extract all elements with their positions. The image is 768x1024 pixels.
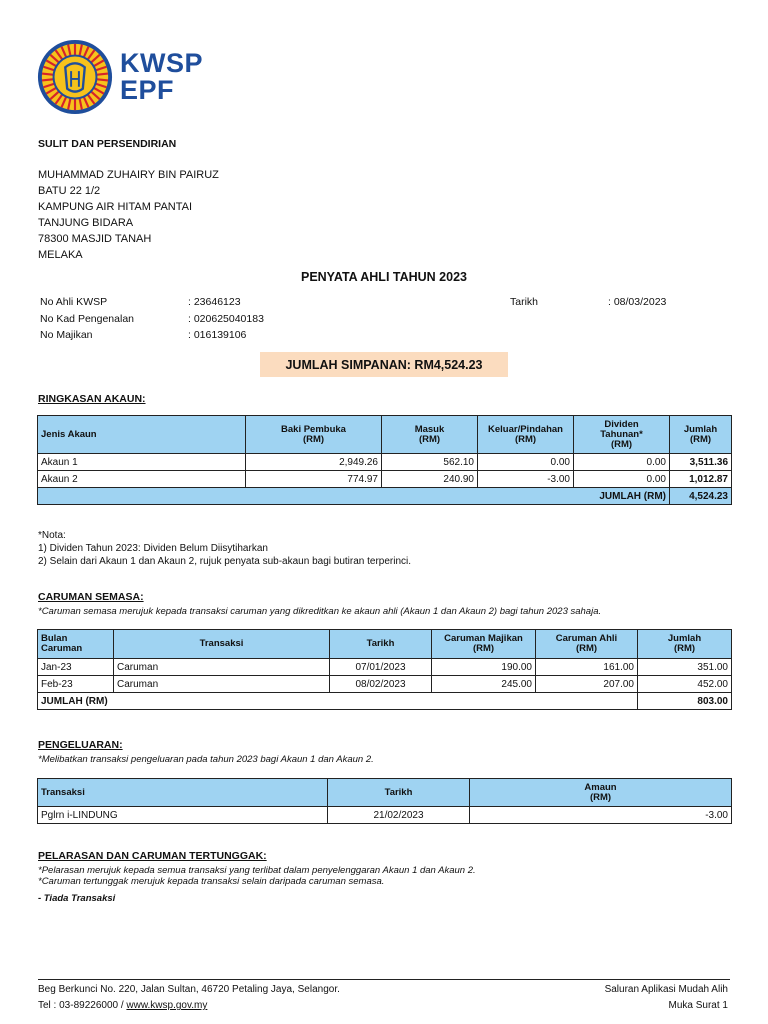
contributions-heading: CARUMAN SEMASA:	[38, 591, 144, 603]
col-total: Jumlah (RM)	[670, 416, 732, 454]
total-label: JUMLAH (RM)	[38, 488, 670, 505]
table-header-row	[38, 779, 732, 807]
total-label: JUMLAH (RM)	[38, 693, 638, 710]
statement-title: PENYATA AHLI TAHUN 2023	[300, 270, 467, 284]
cell: 562.10	[382, 454, 478, 471]
col-transaction: Transaksi	[38, 779, 328, 807]
cell: Pglrn i-LINDUNG	[38, 807, 328, 824]
confidential-label: SULIT DAN PERSENDIRIAN	[38, 138, 177, 150]
note-line: *Nota:	[38, 530, 66, 541]
ic-label: No Kad Pengenalan	[40, 313, 134, 325]
col-member: Caruman Ahli (RM)	[536, 630, 638, 659]
table-total-row	[38, 693, 732, 710]
total-value: 803.00	[638, 693, 732, 710]
table-row	[38, 807, 732, 824]
address-line: MELAKA	[38, 249, 83, 261]
col-transaction: Transaksi	[114, 630, 330, 659]
col-out: Keluar/Pindahan (RM)	[478, 416, 574, 454]
cell: 08/02/2023	[330, 676, 432, 693]
col-account: Jenis Akaun	[38, 416, 246, 454]
cell: Akaun 1	[38, 454, 246, 471]
total-value: 4,524.23	[670, 488, 732, 505]
cell: 0.00	[574, 471, 670, 488]
cell: 1,012.87	[670, 471, 732, 488]
cell: Feb-23	[38, 676, 114, 693]
cell: -3.00	[478, 471, 574, 488]
contributions-table	[37, 629, 732, 710]
cell: 161.00	[536, 659, 638, 676]
arrears-note-2: *Caruman tertunggak merujuk kepada transaksi selain daripada caruman semasa.	[38, 876, 385, 887]
cell: Jan-23	[38, 659, 114, 676]
summary-heading: RINGKASAN AKAUN:	[38, 393, 146, 405]
cell: 245.00	[432, 676, 536, 693]
withdrawals-heading: PENGELUARAN:	[38, 739, 123, 751]
table-row	[38, 676, 732, 693]
table-header-row	[38, 416, 732, 454]
cell: 07/01/2023	[330, 659, 432, 676]
address-line: KAMPUNG AIR HITAM PANTAI	[38, 201, 193, 213]
col-dividend: Dividen Tahunan* (RM)	[574, 416, 670, 454]
col-total: Jumlah (RM)	[638, 630, 732, 659]
member-no-label: No Ahli KWSP	[40, 296, 108, 308]
cell: 774.97	[246, 471, 382, 488]
cell: 0.00	[478, 454, 574, 471]
account-summary-table	[37, 415, 732, 505]
cell: 21/02/2023	[328, 807, 470, 824]
footer-divider	[38, 979, 730, 980]
cell: Caruman	[114, 659, 330, 676]
col-date: Tarikh	[328, 779, 470, 807]
no-transactions: - Tiada Transaksi	[38, 893, 116, 904]
notes	[38, 529, 411, 568]
table-total-row	[38, 488, 732, 505]
col-date: Tarikh	[330, 630, 432, 659]
withdrawals-table	[37, 778, 732, 824]
website-link[interactable]: www.kwsp.gov.my	[126, 1000, 208, 1011]
cell: 2,949.26	[246, 454, 382, 471]
col-in: Masuk (RM)	[382, 416, 478, 454]
table-header-row	[38, 630, 732, 659]
arrears-note-1: *Pelarasan merujuk kepada semua transaksi yang terlibat dalam penyelenggaran Akaun 1 dan Akaun 2.	[38, 865, 476, 876]
note-line: 2) Selain dari Akaun 1 dan Akaun 2, rujuk penyata sub-akaun bagi butiran terperinci.	[38, 556, 412, 567]
footer-address: Beg Berkunci No. 220, Jalan Sultan, 46720 Petaling Jaya, Selangor.	[38, 984, 340, 995]
col-amount: Amaun (RM)	[470, 779, 732, 807]
arrears-heading: PELARASAN DAN CARUMAN TERTUNGGAK:	[38, 850, 267, 862]
employer-label: No Majikan	[40, 329, 93, 341]
cell: 0.00	[574, 454, 670, 471]
cell: Caruman	[114, 676, 330, 693]
cell: -3.00	[470, 807, 732, 824]
member-no-value: : 23646123	[188, 296, 241, 308]
cell: 207.00	[536, 676, 638, 693]
kwsp-emblem-icon	[36, 38, 114, 116]
table-row	[38, 659, 732, 676]
footer-contact	[38, 998, 207, 1014]
table-row	[38, 471, 732, 488]
table-row	[38, 454, 732, 471]
contributions-note: *Caruman semasa merujuk kepada transaksi caruman yang dikreditkan ke akaun ahli (Akaun 1 dan Akaun 2) bagi tahun 2023 sahaja.	[38, 606, 602, 617]
address-line: BATU 22 1/2	[38, 185, 101, 197]
cell: 3,511.36	[670, 454, 732, 471]
address-line: TANJUNG BIDARA	[38, 217, 134, 229]
withdrawals-note: *Melibatkan transaksi pengeluaran pada tahun 2023 bagi Akaun 1 dan Akaun 2.	[38, 754, 374, 765]
col-employer: Caruman Majikan (RM)	[432, 630, 536, 659]
member-address	[38, 167, 219, 263]
address-line: MUHAMMAD ZUHAIRY BIN PAIRUZ	[38, 169, 219, 181]
col-opening: Baki Pembuka (RM)	[246, 416, 382, 454]
total-savings-box: JUMLAH SIMPANAN: RM4,524.23	[260, 352, 508, 377]
note-line: 1) Dividen Tahun 2023: Dividen Belum Diisytiharkan	[38, 543, 268, 554]
cell: Akaun 2	[38, 471, 246, 488]
date-value: : 08/03/2023	[608, 296, 667, 308]
footer-channel: Saluran Aplikasi Mudah Alih	[604, 984, 728, 995]
cell: 452.00	[638, 676, 732, 693]
date-label: Tarikh	[510, 296, 539, 308]
cell: 190.00	[432, 659, 536, 676]
address-line: 78300 MASJID TANAH	[38, 233, 152, 245]
cell: 351.00	[638, 659, 732, 676]
ic-value: : 020625040183	[188, 313, 264, 325]
page-number: Muka Surat 1	[668, 1000, 728, 1011]
col-month: Bulan Caruman	[38, 630, 114, 659]
brand-wordmark: KWSP EPF	[120, 48, 203, 105]
footer-tel: Tel : 03-89226000 /	[38, 1000, 127, 1011]
employer-value: : 016139106	[188, 329, 247, 341]
cell: 240.90	[382, 471, 478, 488]
